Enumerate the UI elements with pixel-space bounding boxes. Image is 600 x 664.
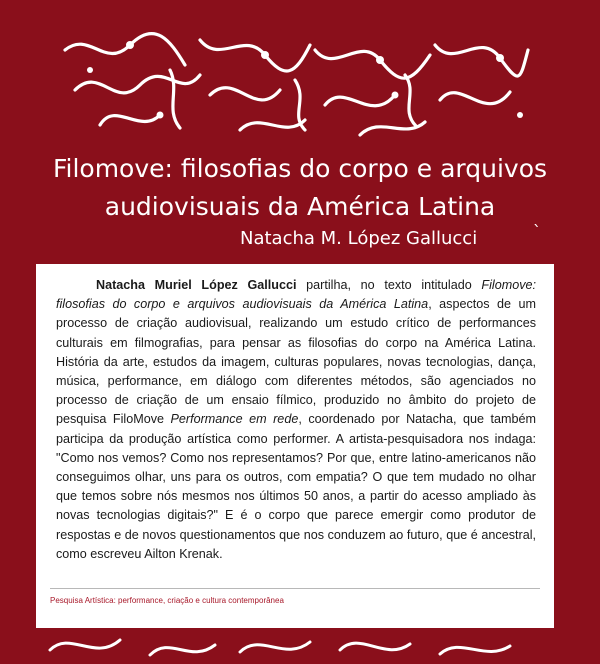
title-line-2: audiovisuais da América Latina [104,192,496,221]
footer-caption: Pesquisa Artística: performance, criação e cultura contemporânea [50,596,284,605]
tick-mark: ` [533,222,541,241]
author-bold: Natacha Muriel López Gallucci [96,278,297,292]
body-text-1: partilha, no texto intitulado [296,278,482,292]
body-paragraph [56,276,536,564]
body-text-3: , coordenado por Natacha, que também participa da produção artística como performer. A artista-pesquisadora nos indaga: "Como nos vemos? Como nos representamos? Por que, entre latino-americanos não conseguimos olhar, uns para os outros, com empatia? O que tem mudado no olhar que temos sobre nós mesmos nos últimos 50 anos, a partir do acesso ampliado às novas tecnologias digitais?" E é o corpo que parece emergir como produtor de respostas e de novos questionamentos que nos conduzem ao futuro, que é ancestral, como escreveu Ailton Krenak. [56,412,536,561]
author-name: Natacha M. López Gallucci [240,228,478,249]
body-italic-project: Performance em rede [170,412,299,427]
body-italic-title: Filomove: filosofias do corpo e arquivos audiovisuais da América Latina [56,278,536,312]
footer-divider [50,588,540,589]
page-title [0,150,600,226]
content-panel [36,264,554,582]
body-text-2: , aspectos de um processo de criação audiovisual, realizando um estudo crítico de performances culturais em filmografias, para pensar as filosofias do corpo na América Latina. História da arte, estudos da imagem, culturas populares, novas tecnologias, dança, música, performance, em diálogo com diferentes métodos, são agenciados no processo de criação de um ensaio fílmico, produzido no âmbito do projeto de pesquisa FiloMove [56,297,536,427]
page-number: 5 [524,616,530,626]
bottom-decorative-pattern [40,600,540,664]
top-decorative-pattern [60,30,530,140]
title-line-1: Filomove: filosofias do corpo e arquivos [52,154,548,183]
